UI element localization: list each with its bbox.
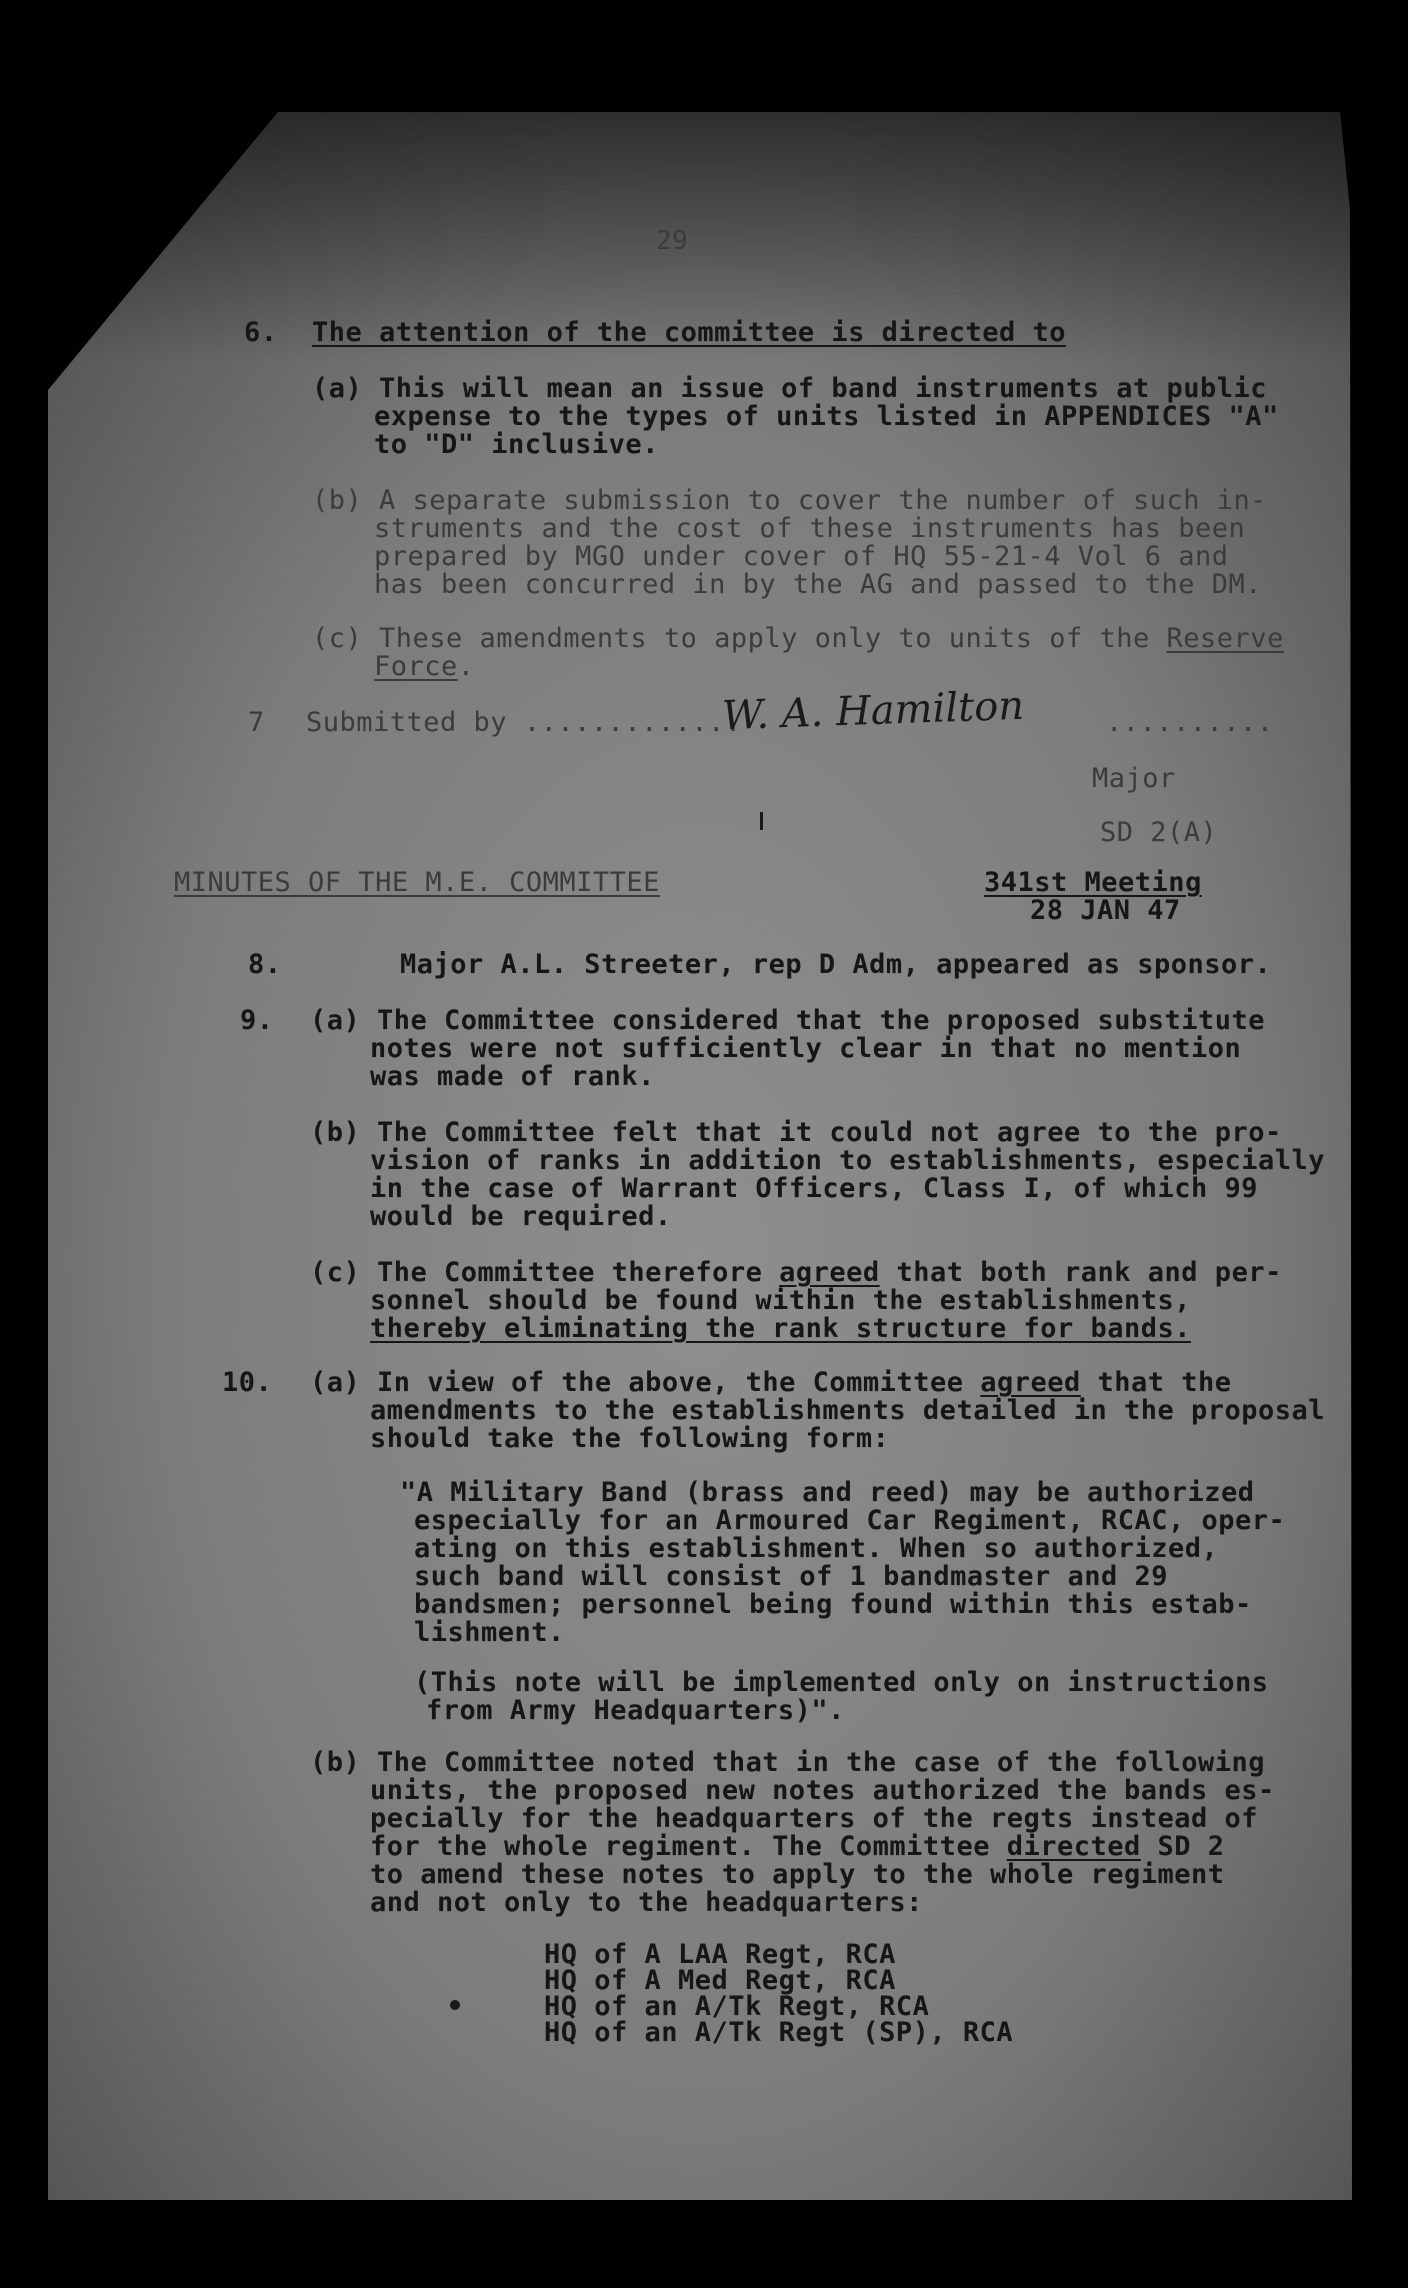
section-6c-reserve: Reserve — [1166, 623, 1284, 654]
section-10b-line-4 — [370, 1832, 1225, 1862]
signature: W. A. Hamilton — [721, 682, 1025, 740]
meeting-date: 28 JAN 47 — [1030, 895, 1181, 926]
section-9c-line-1 — [310, 1258, 1282, 1288]
section-9a-line-3: was made of rank. — [370, 1061, 655, 1092]
page-number: 29 — [656, 226, 689, 256]
section-10b-line-3: pecially for the headquarters of the regts instead of — [370, 1803, 1259, 1834]
minutes-heading: MINUTES OF THE M.E. COMMITTEE — [174, 867, 660, 898]
section-6b-line-3: prepared by MGO under cover of HQ 55-21-4 Vol 6 and — [374, 541, 1229, 572]
quote-line-1: "A Military Band (brass and reed) may be authorized — [400, 1477, 1255, 1508]
section-9c-agreed: agreed — [779, 1257, 880, 1288]
unit-list-item-2: HQ of A Med Regt, RCA — [544, 1965, 896, 1996]
section-6a-line-3: to "D" inclusive. — [374, 429, 659, 460]
submitted-by: Submitted by ............. — [306, 707, 742, 738]
section-10a-line-1 — [310, 1368, 1232, 1398]
bullet-mark — [450, 2000, 460, 2010]
section-10a-post: that the — [1080, 1367, 1232, 1398]
section-10b-line-1: (b) The Committee noted that in the case of the following — [310, 1747, 1266, 1778]
section-6b-line-2: struments and the cost of these instruments has been — [374, 513, 1246, 544]
section-9c-post: that both rank and per- — [879, 1257, 1282, 1288]
section-6c-line-1 — [312, 624, 1284, 654]
ink-mark — [760, 812, 763, 830]
section-6c-text: (c) These amendments to apply only to units of the — [312, 623, 1167, 654]
quote-line-6: lishment. — [414, 1617, 565, 1648]
section-7-number: 7 — [248, 707, 265, 738]
section-9b-line-1: (b) The Committee felt that it could not agree to the pro- — [310, 1117, 1282, 1148]
section-6b-line-4: has been concurred in by the AG and passed to the DM. — [374, 569, 1263, 600]
section-6c-force: Force — [374, 651, 458, 682]
section-6b-line-1: (b) A separate submission to cover the number of such in- — [312, 485, 1268, 516]
section-9-number: 9. — [240, 1005, 274, 1036]
section-10a-line-2: amendments to the establishments detailed in the proposal — [370, 1395, 1326, 1426]
section-10b-directed: directed — [1006, 1831, 1141, 1862]
section-10a-pre: (a) In view of the above, the Committee — [310, 1367, 981, 1398]
section-10b-line-5: to amend these notes to apply to the whole regiment — [370, 1859, 1225, 1890]
section-9c-line-2: sonnel should be found within the establishments, — [370, 1285, 1192, 1316]
quote-line-5: bandsmen; personnel being found within this estab- — [414, 1589, 1252, 1620]
section-10-number: 10. — [222, 1367, 273, 1398]
unit: SD 2(A) — [1100, 817, 1218, 848]
section-6c-line-2 — [374, 652, 475, 682]
section-8-text: Major A.L. Streeter, rep D Adm, appeared as sponsor. — [400, 949, 1272, 980]
section-9b-line-4: would be required. — [370, 1201, 672, 1232]
quote-line-2: especially for an Armoured Car Regiment, RCAC, oper- — [414, 1505, 1286, 1536]
meeting-number: 341st Meeting — [984, 867, 1202, 898]
note-line-1: (This note will be implemented only on instructions — [414, 1667, 1269, 1698]
quote-line-3: ating on this establishment. When so authorized, — [414, 1533, 1219, 1564]
section-10b-post: SD 2 — [1140, 1831, 1225, 1862]
submitted-dots: .......... — [1106, 707, 1274, 738]
unit-list-item-3: HQ of an A/Tk Regt, RCA — [544, 1991, 930, 2022]
section-10b-line-2: units, the proposed new notes authorized the bands es- — [370, 1775, 1275, 1806]
section-9b-line-2: vision of ranks in addition to establishments, especially — [370, 1145, 1326, 1176]
section-10b-pre: for the whole regiment. The Committee — [370, 1831, 1007, 1862]
section-9a-line-1: (a) The Committee considered that the proposed substitute — [310, 1005, 1266, 1036]
note-line-2: from Army Headquarters)". — [426, 1695, 845, 1726]
section-10a-line-3: should take the following form: — [370, 1423, 890, 1454]
section-6a-line-1: (a) This will mean an issue of band instruments at public — [312, 373, 1268, 404]
section-6-number: 6. — [244, 317, 278, 348]
section-6-heading: The attention of the committee is directed to — [312, 317, 1066, 348]
unit-list-item-4: HQ of an A/Tk Regt (SP), RCA — [544, 2017, 1014, 2048]
section-8-number: 8. — [248, 949, 282, 980]
section-10a-agreed: agreed — [980, 1367, 1081, 1398]
unit-list-item-1: HQ of A LAA Regt, RCA — [544, 1939, 896, 1970]
section-9c-pre: (c) The Committee therefore — [310, 1257, 780, 1288]
section-6c-period: . — [457, 651, 475, 682]
section-10b-line-6: and not only to the headquarters: — [370, 1887, 923, 1918]
section-9c-line-3: thereby eliminating the rank structure for bands. — [370, 1313, 1192, 1344]
rank: Major — [1092, 763, 1176, 794]
quote-line-4: such band will consist of 1 bandmaster and 29 — [414, 1561, 1168, 1592]
section-6a-line-2: expense to the types of units listed in APPENDICES "A" — [374, 401, 1279, 432]
section-9a-line-2: notes were not sufficiently clear in that no mention — [370, 1033, 1242, 1064]
section-9b-line-3: in the case of Warrant Officers, Class I, of which 99 — [370, 1173, 1259, 1204]
